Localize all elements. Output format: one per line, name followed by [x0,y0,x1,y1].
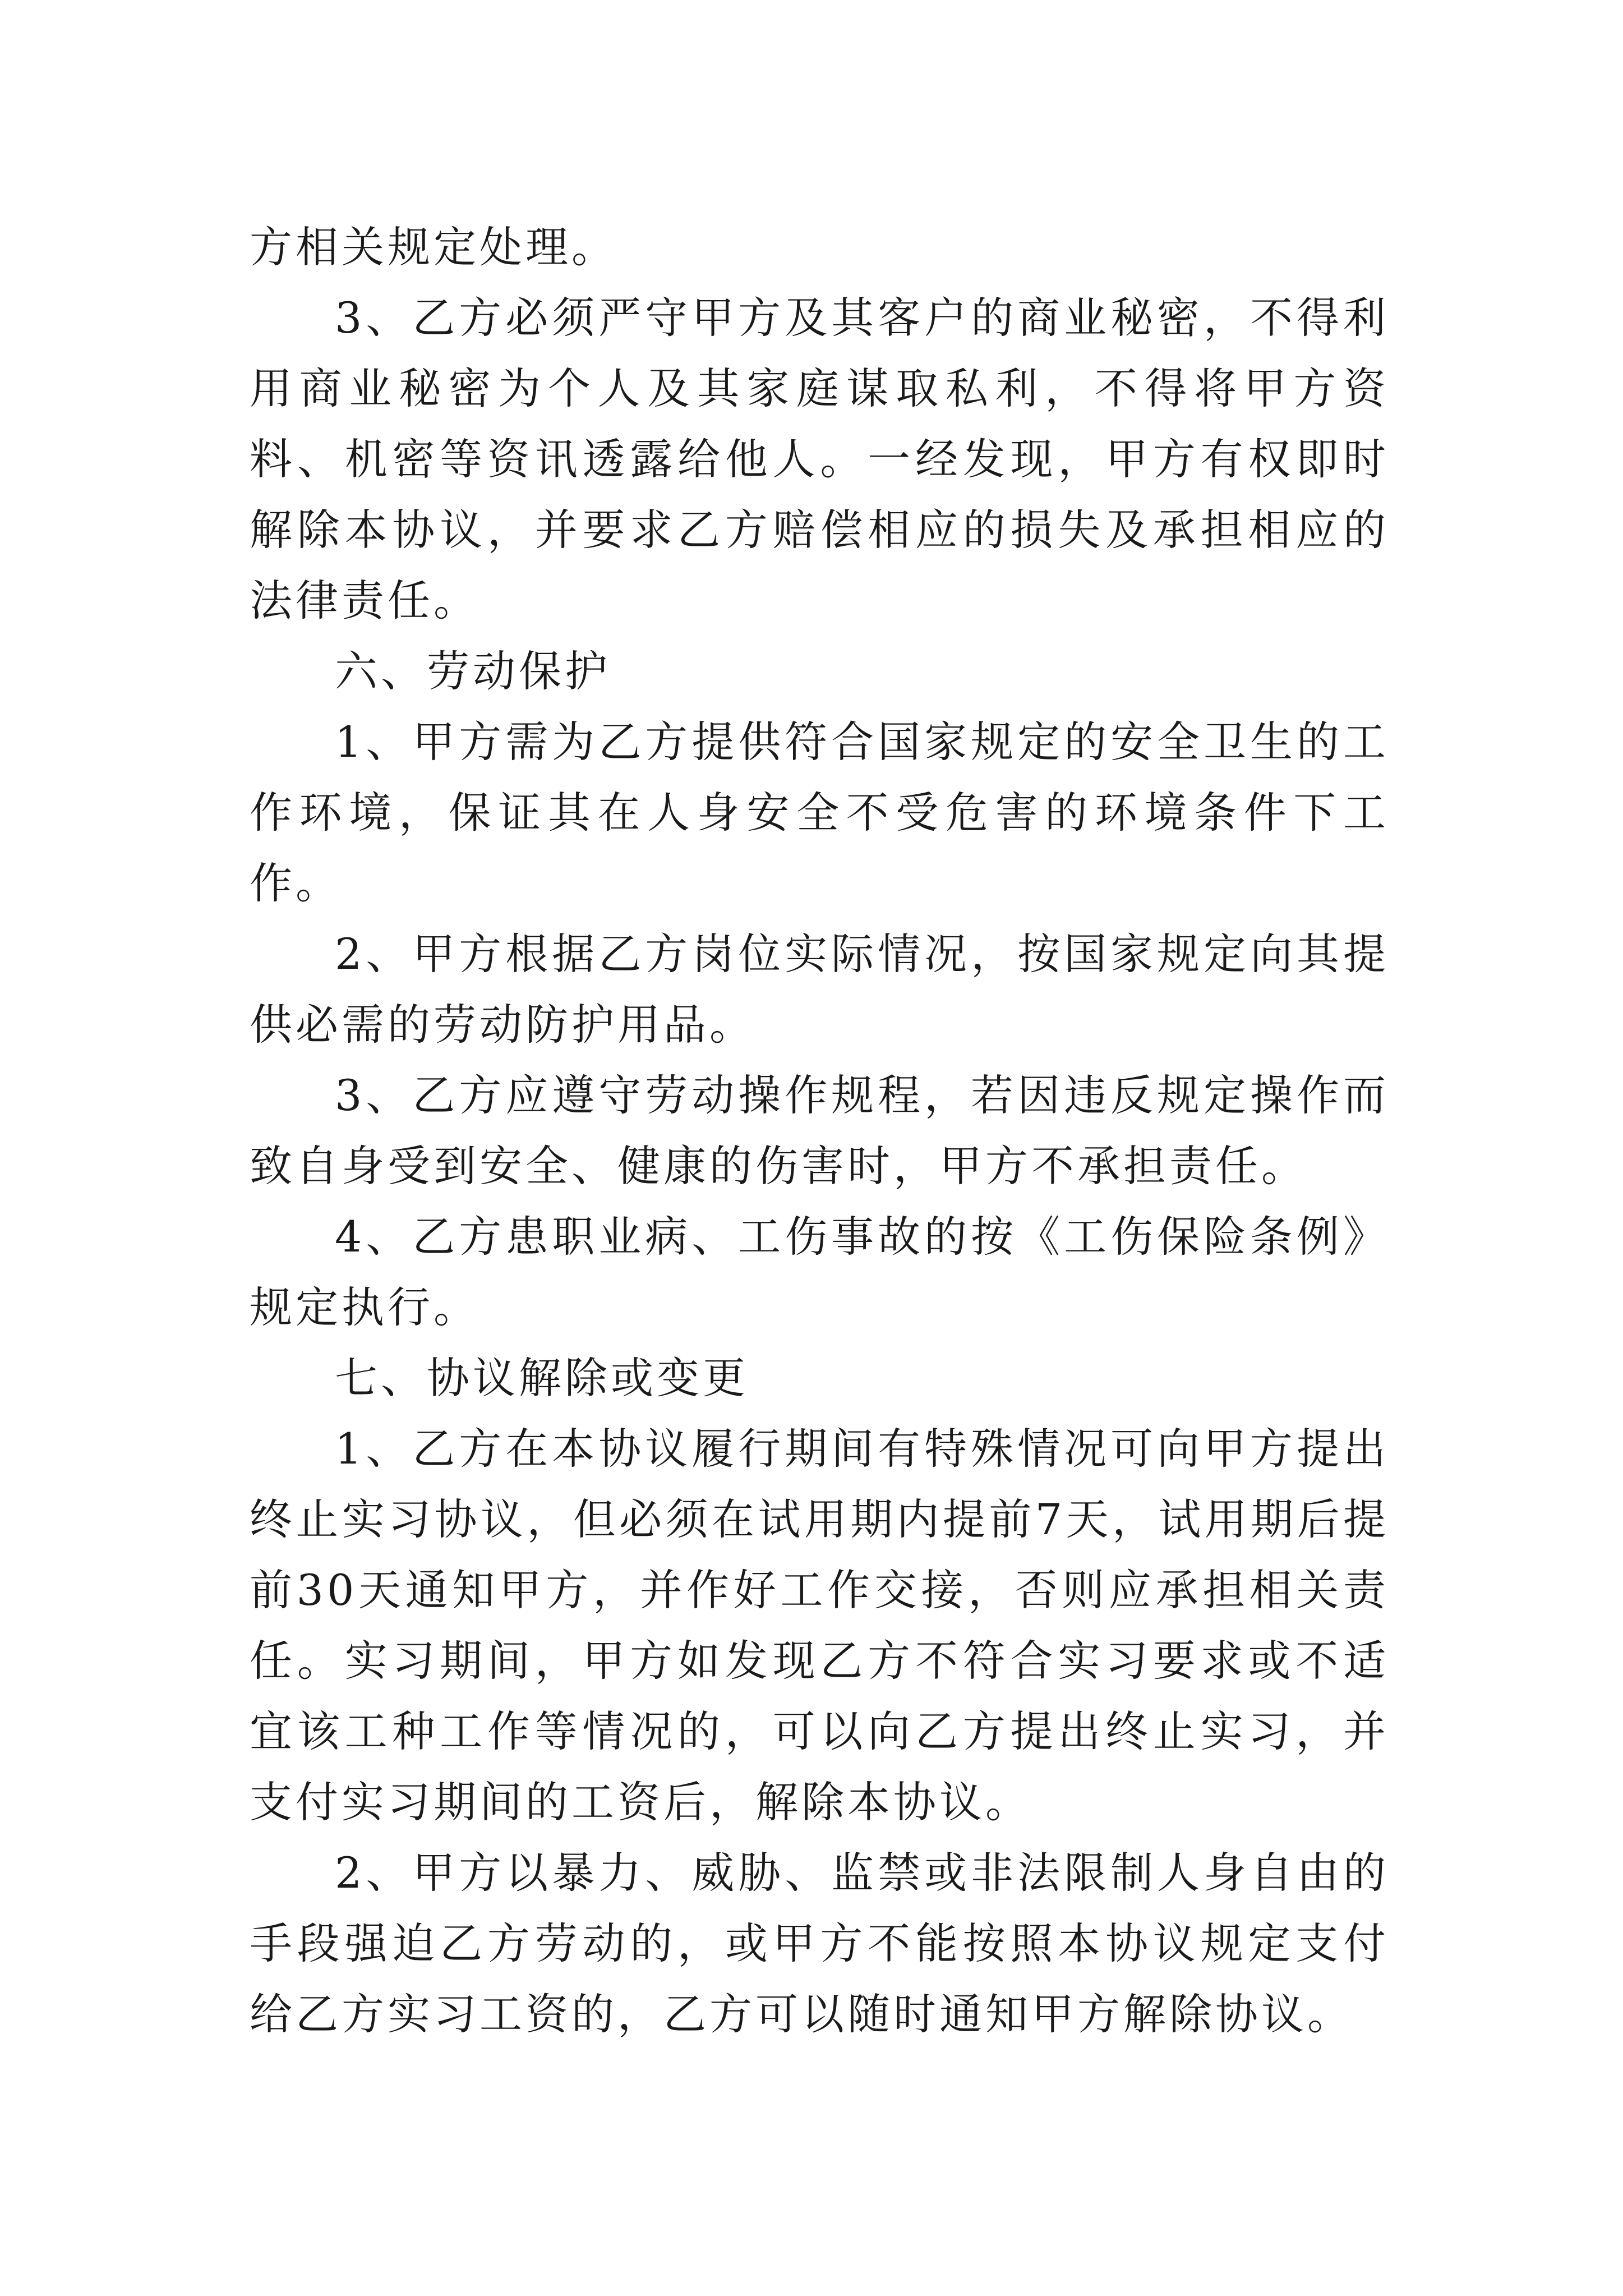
paragraph-termination-by-intern: 1、乙方在本协议履行期间有特殊情况可向甲方提出终止实习协议，但必须在试用期内提前7天，试用期后提前30天通知甲方，并作好工作交接，否则应承担相关责任。实习期间，甲方如发现乙方不符合实习要求或不适宜该工种工作等情况的，可以向乙方提出终止实习，并支付实习期间的工资后，解除本协议。 [250,1424,1389,1827]
paragraph-protective-equipment: 2、甲方根据乙方岗位实际情况，按国家规定向其提供必需的劳动防护用品。 [250,929,1389,1050]
paragraph-continuation: 方相关规定处理。 [250,222,617,272]
paragraph-confidentiality: 3、乙方必须严守甲方及其客户的商业秘密，不得利用商业秘密为个人及其家庭谋取私利，不得将甲方资料、机密等资讯透露给他人。一经发现，甲方有权即时解除本协议，并要求乙方赔偿相应的损失及承担相应的法律责任。 [250,293,1389,625]
document-body [250,212,1389,2050]
paragraph-occupational-injury: 4、乙方患职业病、工伤事故的按《工伤保险条例》规定执行。 [250,1212,1389,1332]
section-heading-labor-protection: 六、劳动保护 [335,646,611,696]
paragraph-operating-rules: 3、乙方应遵守劳动操作规程，若因违反规定操作而致自身受到安全、健康的伤害时，甲方不承担责任。 [250,1070,1389,1191]
section-heading-termination: 七、协议解除或变更 [335,1353,749,1403]
paragraph-work-environment: 1、甲方需为乙方提供符合国家规定的安全卫生的工作环境，保证其在人身安全不受危害的环境条件下工作。 [250,717,1389,908]
paragraph-termination-by-employer-fault: 2、甲方以暴力、威胁、监禁或非法限制人身自由的手段强迫乙方劳动的，或甲方不能按照本协议规定支付给乙方实习工资的，乙方可以随时通知甲方解除协议。 [250,1848,1389,2039]
